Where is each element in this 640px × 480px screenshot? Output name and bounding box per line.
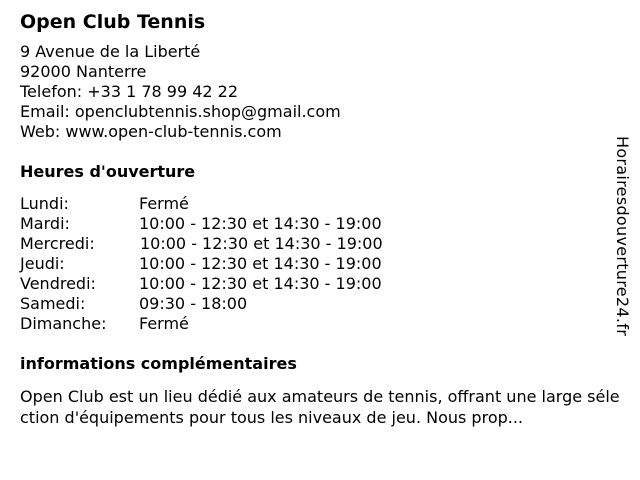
hours-time: 10:00 - 12:30 et 14:30 - 19:00 [139, 274, 382, 293]
hours-row-wednesday [20, 234, 610, 254]
hours-row-tuesday [20, 214, 610, 234]
hours-row-saturday [20, 294, 610, 314]
site-watermark: Horairesdouverture24.fr [613, 136, 632, 337]
hours-day: Mardi: [20, 214, 70, 233]
additional-info-heading: informations complémentaires [20, 354, 297, 373]
business-name: Open Club Tennis [20, 11, 206, 33]
hours-time: 10:00 - 12:30 et 14:30 - 19:00 [139, 254, 382, 273]
hours-row-thursday [20, 254, 610, 274]
hours-day: Dimanche: [20, 314, 107, 333]
address-line-1: 9 Avenue de la Liberté [20, 42, 201, 61]
hours-time: 09:30 - 18:00 [139, 294, 248, 313]
opening-hours-heading: Heures d'ouverture [20, 162, 196, 181]
opening-hours-table [20, 194, 610, 334]
hours-day: Jeudi: [20, 254, 65, 273]
hours-time: 10:00 - 12:30 et 14:30 - 19:00 [140, 234, 383, 253]
hours-day: Mercredi: [20, 234, 95, 253]
hours-time: 10:00 - 12:30 et 14:30 - 19:00 [139, 214, 382, 233]
hours-day: Vendredi: [20, 274, 96, 293]
phone-line: Telefon: +33 1 78 99 42 22 [20, 82, 239, 101]
hours-row-monday [20, 194, 610, 214]
email-line: Email: openclubtennis.shop@gmail.com [20, 102, 341, 121]
contact-block [20, 42, 610, 142]
hours-day: Samedi: [20, 294, 86, 313]
hours-row-sunday [20, 314, 610, 334]
hours-row-friday [20, 274, 610, 294]
hours-day: Lundi: [20, 194, 69, 213]
address-line-2: 92000 Nanterre [20, 62, 147, 81]
web-line: Web: www.open-club-tennis.com [20, 122, 282, 141]
business-card [20, 10, 620, 428]
hours-time: Fermé [139, 314, 189, 333]
hours-time: Fermé [139, 194, 189, 213]
additional-info-text: Open Club est un lieu dédié aux amateurs de tennis, offrant une large sélection d'équipements pour tous les niveaux de jeu. Nous prop... [20, 387, 620, 427]
